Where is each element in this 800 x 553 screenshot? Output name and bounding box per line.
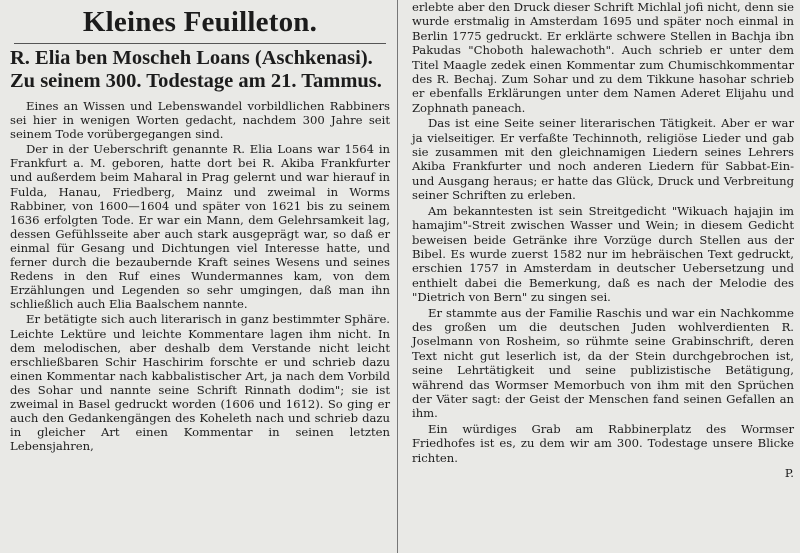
right-column: [400, 0, 800, 553]
paragraph-streitgedicht: Am bekanntesten ist sein Streitgedicht "Wikuach hajajin im hamajim"-Streit zwischen Wasser und Wein; in diesem Gedicht beweisen beide Getränke ihre Vorzüge durch Stellen aus der Bibel. Es wurde zuerst 1582 nur im hebräischen Text gedruckt, erschien 1757 in Amsterdam in deutscher Uebersetzung und enthielt dabei die Bemerkung, daß es nach der Melodie des "Dietrich von Bern" zu singen sei.: [412, 203, 794, 305]
left-column: [0, 0, 396, 553]
paragraph-biography: Der in der Ueberschrift genannte R. Elia Loans war 1564 in Frankfurt a. M. geboren, hatte dort bei R. Akiba Frankfurter und außerdem beim Maharal in Prag gelernt und war hierauf in Fulda, Hanau, Friedberg, Mainz und zweimal in Worms Rabbiner, von 1600—1604 und später von 1621 bis zu seinem 1636 erfolgten Tode. Er war ein Mann, dem Gelehrsamkeit lag, dessen Gefühlsseite aber auch stark ausgeprägt war, so daß er einmal für Gesang und Dichtungen viel Interesse hatte, und ferner durch die bezaubernde Kraft seines Wesens und seines Redens in den Ruf eines Wundermannes kam, von dem Erzählungen und Legenden so sehr umgingen, daß man ihn schließlich auch Elia Baalschem nannte.: [10, 142, 390, 312]
paragraph-versatility: Das ist eine Seite seiner literarischen Tätigkeit. Aber er war ja vielseitiger. Er verfaßte Techinnoth, religiöse Lieder und gab sie zusammen mit den gleichnamigen Liedern seines Lehrers Akiba Frankfurter und noch anderen Liedern für Sabbat-Ein- und Ausgang heraus; er hatte das Glück, Druck und Verbreitung seiner Schriften zu erleben.: [412, 116, 794, 203]
kicker-divider: [14, 43, 386, 44]
paragraph-intro: Eines an Wissen und Lebenswandel vorbildlichen Rabbiners sei hier in wenigen Worten gedacht, nachdem 300 Jahre seit seinem Tode vorübergegangen sind.: [10, 99, 390, 142]
paragraph-literary-activity: Er betätigte sich auch literarisch in ganz bestimmter Sphäre. Leichte Lektüre und leichte Kommentare lagen ihm nicht. In dem melodischen, aber deshalb dem Verstande nicht leicht erschließbaren Schir Haschirim forschte er und schrieb dazu einen Kommentar nach kabbalistischer Art, ja nach dem Vorbild des Sohar und nannte seine Schrift Rinnath dodim"; sie ist zweimal in Basel gedruckt worden (1606 und 1612). So ging er auch den Gedankengängen des Koheleth nach und schrieb dazu in gleicher Art einen Kommentar in seinen letzten Lebensjahren,: [10, 312, 390, 454]
article-headline: R. Elia ben Moscheh Loans (Aschkenasi). Zu seinem 300. Todestage am 21. Tammus.: [10, 47, 382, 92]
section-kicker: Kleines Feuilleton.: [82, 6, 318, 38]
paragraph-closing: Ein würdiges Grab am Rabbinerplatz des Wormser Friedhofes ist es, zu dem wir am 300. Todestage unsere Blicke richten.: [412, 421, 794, 465]
column-divider: [397, 0, 398, 553]
paragraph-continuation: erlebte aber den Druck dieser Schrift Michlal jofi nicht, denn sie wurde erstmalig in Amsterdam 1695 und später noch einmal in Berlin 1775 gedruckt. Er erklärte schwere Stellen in Bachja ibn Pakudas "Choboth halewachoth". Auch schrieb er unter dem Titel Maagle zedek einen Kommentar zum Chumischkommentar des R. Bechaj. Zum Sohar und zu dem Tikkune hasohar schrieb er ebenfalls Erklärungen unter dem Namen Aderet Elijahu und Zophnath paneach.: [412, 0, 794, 115]
paragraph-family: Er stammte aus der Familie Raschis und war ein Nachkomme des großen um die deutschen Juden wohlverdienten R. Joselmann von Rosheim, so rühmte seine Grabinschrift, deren Text nicht gut leserlich ist, da der Stein durchgebrochen ist, seine Lehrtätigkeit und seine publizistische Betätigung, während das Wormser Memorbuch von ihm mit den Sprüchen der Väter sagt: der Geist der Menschen fand seinen Gefallen an ihm.: [412, 305, 794, 421]
author-signature: P.: [784, 466, 794, 480]
